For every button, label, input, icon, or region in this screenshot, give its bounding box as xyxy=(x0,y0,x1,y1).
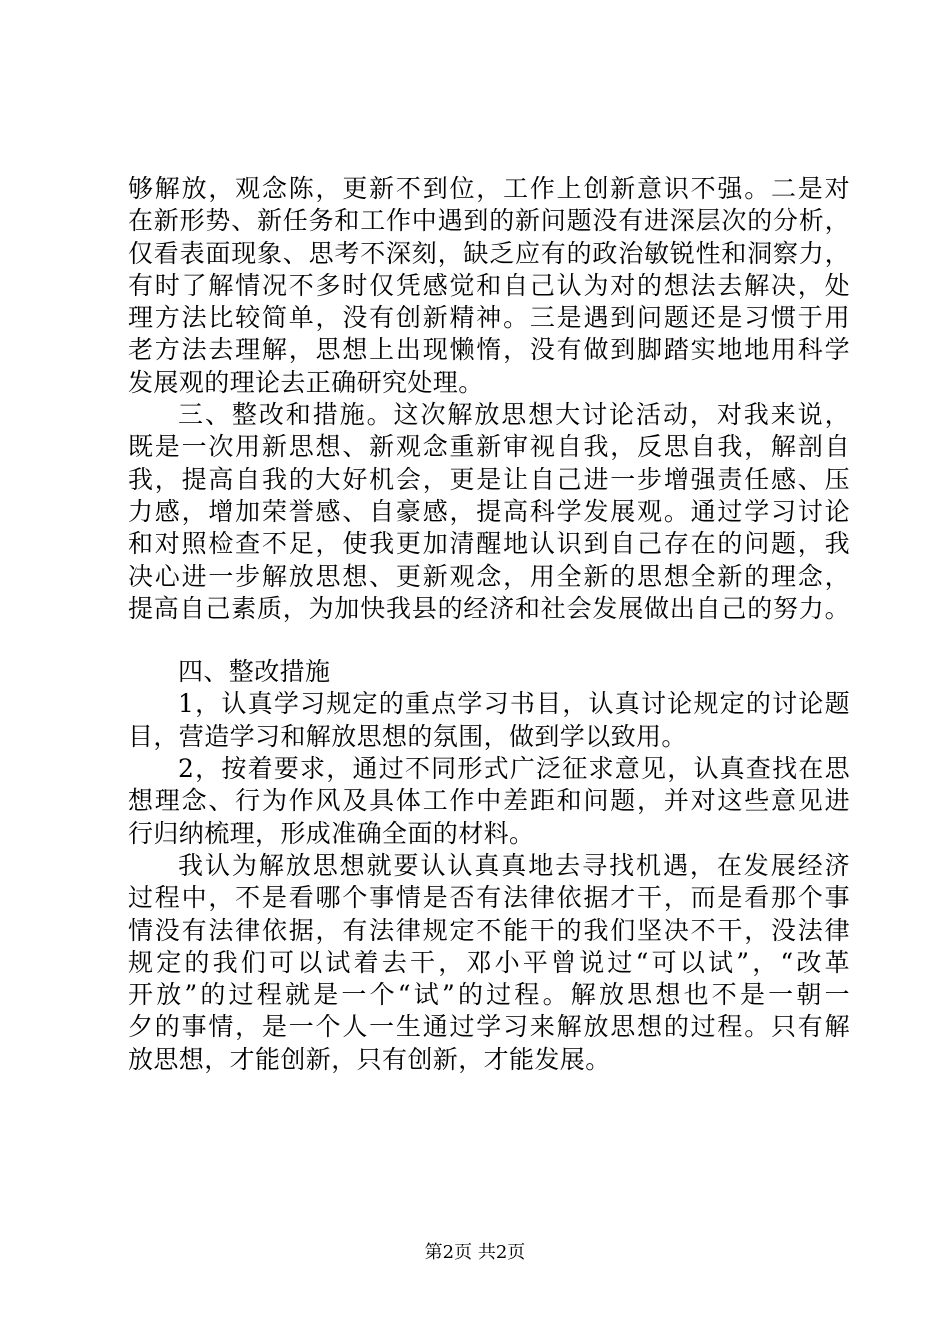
section-heading: 四、整改措施 xyxy=(178,657,331,687)
text-line: 够解放，观念陈，更新不到位，工作上创新意识不强。二是对 xyxy=(128,174,850,203)
text-line: 发展观的理论去正确研究处理。 xyxy=(128,367,484,397)
text-line: 放思想，才能创新，只有创新，才能发展。 xyxy=(128,1044,611,1074)
paragraph-rectification xyxy=(128,399,850,625)
paragraph-conclusion xyxy=(128,850,850,1076)
text-line: 和对照检查不足，使我更加清醒地认识到自己存在的问题，我 xyxy=(128,529,850,559)
text-line: 开放”的过程就是一个“试”的过程。解放思想也不是一朝一 xyxy=(128,980,850,1010)
text-line: 理方法比较简单，没有创新精神。三是遇到问题还是习惯于用 xyxy=(128,303,850,333)
paragraph-gap xyxy=(128,625,850,656)
text-line: 情没有法律依据，有法律规定不能干的我们坚决不干，没法律 xyxy=(128,915,850,945)
document-body xyxy=(128,173,850,1076)
text-line: 目，营造学习和解放思想的氛围，做到学以致用。 xyxy=(128,721,687,751)
text-line: 三、整改和措施。这次解放思想大讨论活动，对我来说， xyxy=(178,400,850,430)
text-line: 我认为解放思想就要认认真真地去寻找机遇，在发展经济 xyxy=(178,850,850,880)
text-line: 既是一次用新思想、新观念重新审视自我，反思自我，解剖自 xyxy=(128,432,850,462)
text-line: 在新形势、新任务和工作中遇到的新问题没有进深层次的分析， xyxy=(128,206,850,236)
text-line: 想理念、行为作风及具体工作中差距和问题，并对这些意见进 xyxy=(128,786,850,816)
page-number-footer: 第2页 共2页 xyxy=(424,1242,526,1263)
text-line: 决心进一步解放思想、更新观念，用全新的思想全新的理念， xyxy=(128,561,850,591)
text-line: 我，提高自我的大好机会，更是让自己进一步增强责任感、压 xyxy=(128,464,850,494)
list-item xyxy=(128,753,850,850)
text-line: 2，按着要求，通过不同形式广泛征求意见，认真查找在思 xyxy=(178,754,850,784)
text-line: 提高自己素质，为加快我县的经济和社会发展做出自己的努力。 xyxy=(128,593,850,623)
text-line: 行归纳梳理，形成准确全面的材料。 xyxy=(128,818,535,848)
text-line: 1，认真学习规定的重点学习书目，认真讨论规定的讨论题 xyxy=(178,689,850,719)
text-line: 力感，增加荣誉感、自豪感，提高科学发展观。通过学习讨论 xyxy=(128,496,850,526)
list-item xyxy=(128,688,850,753)
text-line: 老方法去理解，思想上出现懒惰，没有做到脚踏实地地用科学 xyxy=(128,335,850,365)
text-line: 过程中，不是看哪个事情是否有法律依据才干，而是看那个事 xyxy=(128,883,850,913)
text-line: 规定的我们可以试着去干，邓小平曾说过“可以试”，“改革 xyxy=(128,947,850,977)
text-line: 仅看表面现象、思考不深刻，缺乏应有的政治敏锐性和洞察力， xyxy=(128,238,850,268)
paragraph-continuation xyxy=(128,173,850,399)
text-line: 有时了解情况不多时仅凭感觉和自己认为对的想法去解决，处 xyxy=(128,270,850,300)
text-line: 夕的事情，是一个人一生通过学习来解放思想的过程。只有解 xyxy=(128,1012,850,1042)
